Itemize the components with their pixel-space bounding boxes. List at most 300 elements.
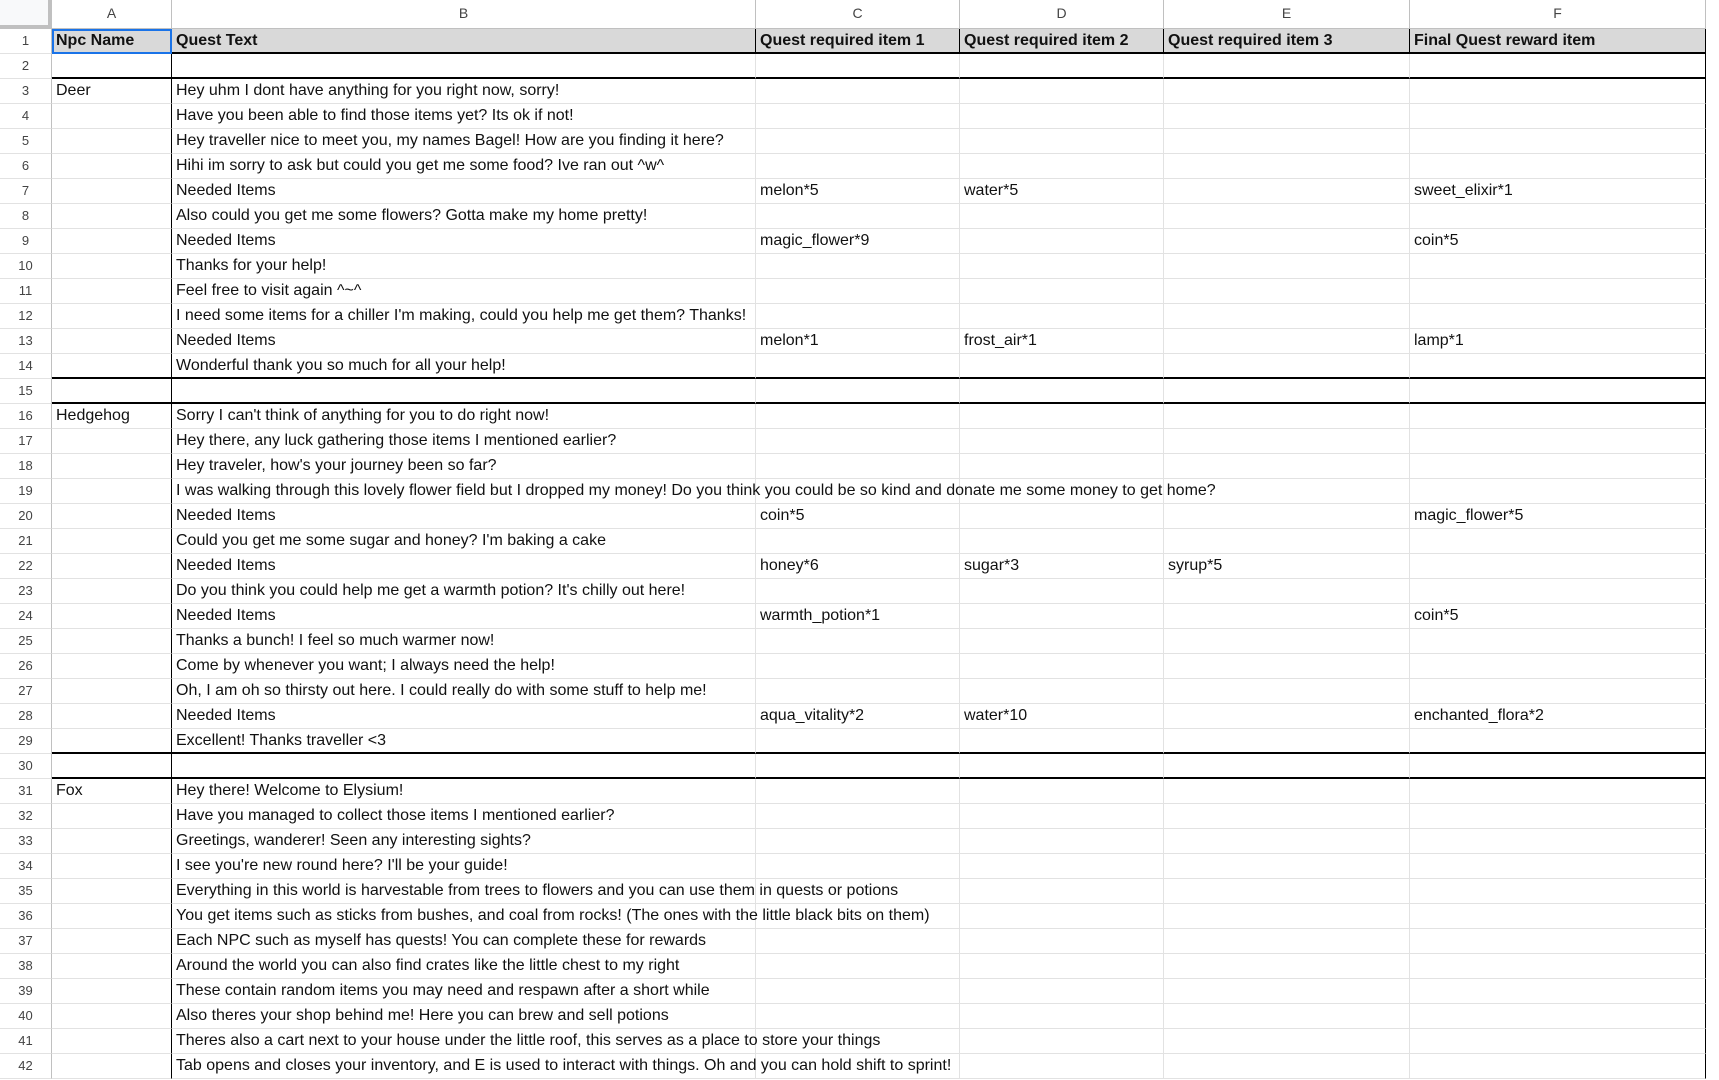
cell-a12[interactable] bbox=[52, 304, 172, 329]
cell-e27[interactable] bbox=[1164, 679, 1410, 704]
cell-e2[interactable] bbox=[1164, 54, 1410, 79]
cell-f25[interactable] bbox=[1410, 629, 1706, 654]
cell-a38[interactable] bbox=[52, 954, 172, 979]
cell-b5[interactable] bbox=[172, 129, 756, 154]
cell-a34[interactable] bbox=[52, 854, 172, 879]
cell-e15[interactable] bbox=[1164, 379, 1410, 404]
cell-f28[interactable] bbox=[1410, 704, 1706, 729]
cell-a19[interactable] bbox=[52, 479, 172, 504]
cell-e9[interactable] bbox=[1164, 229, 1410, 254]
row-header[interactable]: 31 bbox=[0, 779, 52, 804]
cell-e39[interactable] bbox=[1164, 979, 1410, 1004]
cell-c40[interactable] bbox=[756, 1004, 960, 1029]
cell-c37[interactable] bbox=[756, 929, 960, 954]
cell-b20[interactable] bbox=[172, 504, 756, 529]
cell-text: Deer bbox=[56, 82, 91, 99]
cell-e41[interactable] bbox=[1164, 1029, 1410, 1054]
cell-f33[interactable] bbox=[1410, 829, 1706, 854]
cell-b2[interactable] bbox=[172, 54, 756, 79]
row-header[interactable]: 38 bbox=[0, 954, 52, 979]
row-header[interactable]: 2 bbox=[0, 54, 52, 79]
cell-d11[interactable] bbox=[960, 279, 1164, 304]
cell-f2[interactable] bbox=[1410, 54, 1706, 79]
cell-b30[interactable] bbox=[172, 754, 756, 779]
cell-a32[interactable] bbox=[52, 804, 172, 829]
row-header[interactable]: 29 bbox=[0, 729, 52, 754]
cell-a10[interactable] bbox=[52, 254, 172, 279]
row-header[interactable]: 37 bbox=[0, 929, 52, 954]
cell-d28[interactable] bbox=[960, 704, 1164, 729]
cell-f15[interactable] bbox=[1410, 379, 1706, 404]
column-header-a[interactable]: A bbox=[52, 0, 172, 29]
cell-c28[interactable] bbox=[756, 704, 960, 729]
row-header[interactable]: 20 bbox=[0, 504, 52, 529]
cell-b28[interactable] bbox=[172, 704, 756, 729]
cell-d17[interactable] bbox=[960, 429, 1164, 454]
cell-d2[interactable] bbox=[960, 54, 1164, 79]
cell-a22[interactable] bbox=[52, 554, 172, 579]
cell-d3[interactable] bbox=[960, 79, 1164, 104]
row-header[interactable]: 21 bbox=[0, 529, 52, 554]
cell-c10[interactable] bbox=[756, 254, 960, 279]
cell-f39[interactable] bbox=[1410, 979, 1706, 1004]
cell-d8[interactable] bbox=[960, 204, 1164, 229]
row-header[interactable]: 17 bbox=[0, 429, 52, 454]
cell-e18[interactable] bbox=[1164, 454, 1410, 479]
cell-text: warmth_potion*1 bbox=[760, 607, 881, 624]
cell-c29[interactable] bbox=[756, 729, 960, 754]
cell-b29[interactable] bbox=[172, 729, 756, 754]
cell-b23[interactable] bbox=[172, 579, 756, 604]
cell-c17[interactable] bbox=[756, 429, 960, 454]
cell-c25[interactable] bbox=[756, 629, 960, 654]
cell-e20[interactable] bbox=[1164, 504, 1410, 529]
cell-f29[interactable] bbox=[1410, 729, 1706, 754]
cell-f17[interactable] bbox=[1410, 429, 1706, 454]
cell-c24[interactable] bbox=[756, 604, 960, 629]
cell-e33[interactable] bbox=[1164, 829, 1410, 854]
column-header-b[interactable]: B bbox=[172, 0, 756, 29]
cell-d24[interactable] bbox=[960, 604, 1164, 629]
cell-b11[interactable] bbox=[172, 279, 756, 304]
cell-c8[interactable] bbox=[756, 204, 960, 229]
row-header[interactable]: 26 bbox=[0, 654, 52, 679]
cell-d10[interactable] bbox=[960, 254, 1164, 279]
cell-f12[interactable] bbox=[1410, 304, 1706, 329]
cell-text: Quest Text bbox=[176, 32, 258, 49]
cell-c15[interactable] bbox=[756, 379, 960, 404]
cell-b38[interactable] bbox=[172, 954, 756, 979]
cell-a21[interactable] bbox=[52, 529, 172, 554]
cell-a35[interactable] bbox=[52, 879, 172, 904]
cell-f3[interactable] bbox=[1410, 79, 1706, 104]
cell-c7[interactable] bbox=[756, 179, 960, 204]
cell-d39[interactable] bbox=[960, 979, 1164, 1004]
cell-b26[interactable] bbox=[172, 654, 756, 679]
cell-f10[interactable] bbox=[1410, 254, 1706, 279]
row-header[interactable]: 6 bbox=[0, 154, 52, 179]
cell-e11[interactable] bbox=[1164, 279, 1410, 304]
row-header[interactable]: 24 bbox=[0, 604, 52, 629]
cell-a5[interactable] bbox=[52, 129, 172, 154]
cell-d31[interactable] bbox=[960, 779, 1164, 804]
cell-e13[interactable] bbox=[1164, 329, 1410, 354]
cell-b7[interactable] bbox=[172, 179, 756, 204]
cell-text: Hedgehog bbox=[56, 407, 130, 424]
cell-b10[interactable] bbox=[172, 254, 756, 279]
cell-a15[interactable] bbox=[52, 379, 172, 404]
cell-d7[interactable] bbox=[960, 179, 1164, 204]
cell-e8[interactable] bbox=[1164, 204, 1410, 229]
cell-c39[interactable] bbox=[756, 979, 960, 1004]
cell-a28[interactable] bbox=[52, 704, 172, 729]
cell-d22[interactable] bbox=[960, 554, 1164, 579]
cell-e14[interactable] bbox=[1164, 354, 1410, 379]
cell-f9[interactable] bbox=[1410, 229, 1706, 254]
cell-f34[interactable] bbox=[1410, 854, 1706, 879]
cell-c38[interactable] bbox=[756, 954, 960, 979]
cell-f38[interactable] bbox=[1410, 954, 1706, 979]
cell-a40[interactable] bbox=[52, 1004, 172, 1029]
cell-b39[interactable] bbox=[172, 979, 756, 1004]
cell-a27[interactable] bbox=[52, 679, 172, 704]
cell-f26[interactable] bbox=[1410, 654, 1706, 679]
cell-e29[interactable] bbox=[1164, 729, 1410, 754]
row-header[interactable]: 16 bbox=[0, 404, 52, 429]
cell-b36[interactable] bbox=[172, 904, 930, 929]
cell-d27[interactable] bbox=[960, 679, 1164, 704]
cell-d20[interactable] bbox=[960, 504, 1164, 529]
cell-a6[interactable] bbox=[52, 154, 172, 179]
row-header[interactable]: 8 bbox=[0, 204, 52, 229]
cell-c9[interactable] bbox=[756, 229, 960, 254]
cell-f5[interactable] bbox=[1410, 129, 1706, 154]
cell-e21[interactable] bbox=[1164, 529, 1410, 554]
cell-d29[interactable] bbox=[960, 729, 1164, 754]
cell-e40[interactable] bbox=[1164, 1004, 1410, 1029]
cell-d26[interactable] bbox=[960, 654, 1164, 679]
cell-c30[interactable] bbox=[756, 754, 960, 779]
cell-e4[interactable] bbox=[1164, 104, 1410, 129]
cell-d33[interactable] bbox=[960, 829, 1164, 854]
cell-b15[interactable] bbox=[172, 379, 756, 404]
cell-c13[interactable] bbox=[756, 329, 960, 354]
cell-d12[interactable] bbox=[960, 304, 1164, 329]
cell-b16[interactable] bbox=[172, 404, 756, 429]
row-header[interactable]: 7 bbox=[0, 179, 52, 204]
cell-f13[interactable] bbox=[1410, 329, 1706, 354]
cell-a4[interactable] bbox=[52, 104, 172, 129]
cell-d40[interactable] bbox=[960, 1004, 1164, 1029]
cell-e12[interactable] bbox=[1164, 304, 1410, 329]
row-header[interactable]: 25 bbox=[0, 629, 52, 654]
cell-e42[interactable] bbox=[1164, 1054, 1410, 1079]
cell-f27[interactable] bbox=[1410, 679, 1706, 704]
cell-d35[interactable] bbox=[960, 879, 1164, 904]
row-header[interactable]: 3 bbox=[0, 79, 52, 104]
cell-c3[interactable] bbox=[756, 79, 960, 104]
cell-d21[interactable] bbox=[960, 529, 1164, 554]
row-header[interactable]: 33 bbox=[0, 829, 52, 854]
cell-c34[interactable] bbox=[756, 854, 960, 879]
row-header[interactable]: 35 bbox=[0, 879, 52, 904]
column-header-d[interactable]: D bbox=[960, 0, 1164, 29]
cell-b9[interactable] bbox=[172, 229, 756, 254]
cell-d23[interactable] bbox=[960, 579, 1164, 604]
cell-c20[interactable] bbox=[756, 504, 960, 529]
cell-f6[interactable] bbox=[1410, 154, 1706, 179]
cell-a41[interactable] bbox=[52, 1029, 172, 1054]
cell-f37[interactable] bbox=[1410, 929, 1706, 954]
cell-d9[interactable] bbox=[960, 229, 1164, 254]
cell-e28[interactable] bbox=[1164, 704, 1410, 729]
cell-a25[interactable] bbox=[52, 629, 172, 654]
cell-f40[interactable] bbox=[1410, 1004, 1706, 1029]
cell-a16[interactable] bbox=[52, 404, 172, 429]
cell-d5[interactable] bbox=[960, 129, 1164, 154]
cell-b13[interactable] bbox=[172, 329, 756, 354]
row-header[interactable]: 9 bbox=[0, 229, 52, 254]
cell-a36[interactable] bbox=[52, 904, 172, 929]
row-header[interactable]: 40 bbox=[0, 1004, 52, 1029]
cell-c33[interactable] bbox=[756, 829, 960, 854]
cell-a39[interactable] bbox=[52, 979, 172, 1004]
cell-a26[interactable] bbox=[52, 654, 172, 679]
cell-f22[interactable] bbox=[1410, 554, 1706, 579]
row-header[interactable]: 27 bbox=[0, 679, 52, 704]
cell-e7[interactable] bbox=[1164, 179, 1410, 204]
cell-f19[interactable] bbox=[1410, 479, 1706, 504]
cell-b19[interactable] bbox=[172, 479, 1216, 504]
cell-c12[interactable] bbox=[756, 304, 960, 329]
cell-a24[interactable] bbox=[52, 604, 172, 629]
cell-d18[interactable] bbox=[960, 454, 1164, 479]
cell-d38[interactable] bbox=[960, 954, 1164, 979]
cell-d4[interactable] bbox=[960, 104, 1164, 129]
cell-b42[interactable] bbox=[172, 1054, 952, 1079]
cell-a23[interactable] bbox=[52, 579, 172, 604]
cell-d30[interactable] bbox=[960, 754, 1164, 779]
cell-c11[interactable] bbox=[756, 279, 960, 304]
cell-f42[interactable] bbox=[1410, 1054, 1706, 1079]
cell-d6[interactable] bbox=[960, 154, 1164, 179]
row-header[interactable]: 39 bbox=[0, 979, 52, 1004]
cell-f36[interactable] bbox=[1410, 904, 1706, 929]
column-header-c[interactable]: C bbox=[756, 0, 960, 29]
cell-b4[interactable] bbox=[172, 104, 756, 129]
cell-f8[interactable] bbox=[1410, 204, 1706, 229]
cell-d41[interactable] bbox=[960, 1029, 1164, 1054]
cell-e17[interactable] bbox=[1164, 429, 1410, 454]
row-header[interactable]: 28 bbox=[0, 704, 52, 729]
cell-c26[interactable] bbox=[756, 654, 960, 679]
cell-f7[interactable] bbox=[1410, 179, 1706, 204]
cell-b8[interactable] bbox=[172, 204, 756, 229]
row-header[interactable]: 15 bbox=[0, 379, 52, 404]
cell-c21[interactable] bbox=[756, 529, 960, 554]
row-header[interactable]: 42 bbox=[0, 1054, 52, 1079]
cell-c31[interactable] bbox=[756, 779, 960, 804]
header-cell[interactable] bbox=[172, 29, 756, 54]
cell-b12[interactable] bbox=[172, 304, 756, 329]
cell-f35[interactable] bbox=[1410, 879, 1706, 904]
cell-c16[interactable] bbox=[756, 404, 960, 429]
cell-a20[interactable] bbox=[52, 504, 172, 529]
cell-f31[interactable] bbox=[1410, 779, 1706, 804]
header-cell[interactable] bbox=[1164, 29, 1410, 54]
cell-e5[interactable] bbox=[1164, 129, 1410, 154]
cell-d13[interactable] bbox=[960, 329, 1164, 354]
cell-b22[interactable] bbox=[172, 554, 756, 579]
cell-b27[interactable] bbox=[172, 679, 756, 704]
row-header[interactable]: 11 bbox=[0, 279, 52, 304]
cell-b3[interactable] bbox=[172, 79, 756, 104]
cell-e10[interactable] bbox=[1164, 254, 1410, 279]
cell-c23[interactable] bbox=[756, 579, 960, 604]
cell-f23[interactable] bbox=[1410, 579, 1706, 604]
cell-b41[interactable] bbox=[172, 1029, 881, 1054]
cell-b6[interactable] bbox=[172, 154, 756, 179]
cell-e6[interactable] bbox=[1164, 154, 1410, 179]
cell-a3[interactable] bbox=[52, 79, 172, 104]
cell-a8[interactable] bbox=[52, 204, 172, 229]
row-header[interactable]: 13 bbox=[0, 329, 52, 354]
cell-a14[interactable] bbox=[52, 354, 172, 379]
cell-b14[interactable] bbox=[172, 354, 756, 379]
header-cell[interactable] bbox=[756, 29, 960, 54]
cell-b40[interactable] bbox=[172, 1004, 756, 1029]
cell-b31[interactable] bbox=[172, 779, 756, 804]
table-row bbox=[0, 229, 1706, 254]
cell-e35[interactable] bbox=[1164, 879, 1410, 904]
cell-c32[interactable] bbox=[756, 804, 960, 829]
cell-f18[interactable] bbox=[1410, 454, 1706, 479]
cell-f11[interactable] bbox=[1410, 279, 1706, 304]
cell-e3[interactable] bbox=[1164, 79, 1410, 104]
cell-a30[interactable] bbox=[52, 754, 172, 779]
cell-e23[interactable] bbox=[1164, 579, 1410, 604]
cell-c14[interactable] bbox=[756, 354, 960, 379]
cell-e38[interactable] bbox=[1164, 954, 1410, 979]
cell-d14[interactable] bbox=[960, 354, 1164, 379]
cell-a31[interactable] bbox=[52, 779, 172, 804]
row-header[interactable]: 36 bbox=[0, 904, 52, 929]
cell-e34[interactable] bbox=[1164, 854, 1410, 879]
cell-d32[interactable] bbox=[960, 804, 1164, 829]
cell-a33[interactable] bbox=[52, 829, 172, 854]
row-header[interactable]: 34 bbox=[0, 854, 52, 879]
row-header[interactable]: 41 bbox=[0, 1029, 52, 1054]
select-all-corner[interactable] bbox=[0, 0, 52, 29]
cell-a42[interactable] bbox=[52, 1054, 172, 1079]
cell-d15[interactable] bbox=[960, 379, 1164, 404]
row-header[interactable]: 1 bbox=[0, 29, 52, 54]
cell-a29[interactable] bbox=[52, 729, 172, 754]
cell-e32[interactable] bbox=[1164, 804, 1410, 829]
cell-b25[interactable] bbox=[172, 629, 756, 654]
cell-c4[interactable] bbox=[756, 104, 960, 129]
cell-f30[interactable] bbox=[1410, 754, 1706, 779]
cell-e16[interactable] bbox=[1164, 404, 1410, 429]
cell-e25[interactable] bbox=[1164, 629, 1410, 654]
cell-f20[interactable] bbox=[1410, 504, 1706, 529]
cell-e36[interactable] bbox=[1164, 904, 1410, 929]
cell-a9[interactable] bbox=[52, 229, 172, 254]
column-header-e[interactable]: E bbox=[1164, 0, 1410, 29]
cell-c27[interactable] bbox=[756, 679, 960, 704]
cell-c6[interactable] bbox=[756, 154, 960, 179]
row-header[interactable]: 18 bbox=[0, 454, 52, 479]
cell-a17[interactable] bbox=[52, 429, 172, 454]
cell-e30[interactable] bbox=[1164, 754, 1410, 779]
cell-b35[interactable] bbox=[172, 879, 899, 904]
row-header[interactable]: 32 bbox=[0, 804, 52, 829]
cell-e24[interactable] bbox=[1164, 604, 1410, 629]
column-header-f[interactable]: F bbox=[1410, 0, 1706, 29]
cell-c2[interactable] bbox=[756, 54, 960, 79]
cell-d25[interactable] bbox=[960, 629, 1164, 654]
cell-b32[interactable] bbox=[172, 804, 756, 829]
cell-f24[interactable] bbox=[1410, 604, 1706, 629]
cell-d36[interactable] bbox=[960, 904, 1164, 929]
cell-b17[interactable] bbox=[172, 429, 756, 454]
cell-e37[interactable] bbox=[1164, 929, 1410, 954]
cell-b34[interactable] bbox=[172, 854, 756, 879]
cell-c22[interactable] bbox=[756, 554, 960, 579]
cell-a18[interactable] bbox=[52, 454, 172, 479]
cell-a13[interactable] bbox=[52, 329, 172, 354]
cell-f21[interactable] bbox=[1410, 529, 1706, 554]
cell-f4[interactable] bbox=[1410, 104, 1706, 129]
row-header[interactable]: 10 bbox=[0, 254, 52, 279]
row-header[interactable]: 30 bbox=[0, 754, 52, 779]
cell-d34[interactable] bbox=[960, 854, 1164, 879]
cell-a7[interactable] bbox=[52, 179, 172, 204]
row-header[interactable]: 4 bbox=[0, 104, 52, 129]
cell-e31[interactable] bbox=[1164, 779, 1410, 804]
row-header[interactable]: 12 bbox=[0, 304, 52, 329]
cell-f16[interactable] bbox=[1410, 404, 1706, 429]
header-cell[interactable] bbox=[52, 29, 172, 54]
header-cell[interactable] bbox=[960, 29, 1164, 54]
row-header[interactable]: 23 bbox=[0, 579, 52, 604]
cell-d37[interactable] bbox=[960, 929, 1164, 954]
cell-c5[interactable] bbox=[756, 129, 960, 154]
cell-b24[interactable] bbox=[172, 604, 756, 629]
row-header[interactable]: 5 bbox=[0, 129, 52, 154]
cell-c18[interactable] bbox=[756, 454, 960, 479]
cell-e26[interactable] bbox=[1164, 654, 1410, 679]
header-cell[interactable] bbox=[1410, 29, 1706, 54]
cell-f41[interactable] bbox=[1410, 1029, 1706, 1054]
cell-d42[interactable] bbox=[960, 1054, 1164, 1079]
cell-f14[interactable] bbox=[1410, 354, 1706, 379]
row-header[interactable]: 19 bbox=[0, 479, 52, 504]
row-header[interactable]: 14 bbox=[0, 354, 52, 379]
cell-f32[interactable] bbox=[1410, 804, 1706, 829]
cell-b21[interactable] bbox=[172, 529, 756, 554]
cell-text: Needed Items bbox=[176, 557, 276, 574]
cell-a37[interactable] bbox=[52, 929, 172, 954]
cell-d16[interactable] bbox=[960, 404, 1164, 429]
cell-b18[interactable] bbox=[172, 454, 756, 479]
cell-b37[interactable] bbox=[172, 929, 756, 954]
cell-b33[interactable] bbox=[172, 829, 756, 854]
cell-e22[interactable] bbox=[1164, 554, 1410, 579]
cell-a11[interactable] bbox=[52, 279, 172, 304]
row-header[interactable]: 22 bbox=[0, 554, 52, 579]
cell-a2[interactable] bbox=[52, 54, 172, 79]
